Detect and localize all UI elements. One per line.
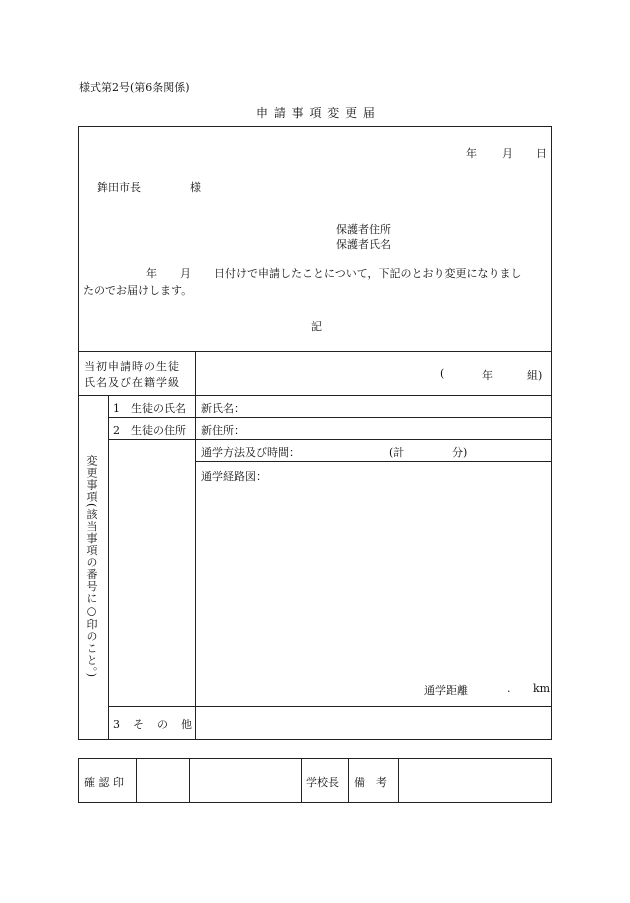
date-year: 年 [466,147,477,160]
commute-total-close: 分) [452,446,468,459]
form-title: 申 請 事 項 変 更 届 [256,106,376,120]
item2-label: 2 生徒の住所 [113,424,186,437]
divider [398,758,399,803]
divider [136,758,137,803]
student-paren-open: ( [440,367,445,380]
item3-label: 3 そ の 他 [113,718,193,731]
divider [301,758,302,803]
student-class: 組) [527,369,543,382]
student-label-line1: 当初申請時の生徒 [84,360,180,373]
changes-vertical-label: 変更事項(該当事項の番号に○印のこと。) [85,455,98,679]
divider [108,395,109,740]
distance-label: 通学距離 [424,684,468,697]
commute-map-label[interactable]: 通学経路図： [201,470,267,483]
student-year: 年 [482,369,493,382]
guardian-name-label: 保護者氏名 [336,238,391,251]
remarks-label: 備 考 [354,776,387,789]
ki-label: 記 [311,320,322,333]
addressee-honorific: 様 [190,181,201,194]
body-text-line2: たのでお届けします。 [83,284,193,297]
divider [108,439,552,440]
divider [108,706,552,707]
divider [189,758,190,803]
item2-field[interactable]: 新住所： [201,424,245,437]
divider [195,351,196,740]
addressee-name: 鉾田市長 [97,181,141,194]
commute-method-label[interactable]: 通学方法及び時間： [201,446,300,459]
body-text-line1: 日付けで申請したことについて，下記のとおり変更になりまし [214,267,522,280]
divider [348,758,349,803]
body-month: 月 [180,267,191,280]
principal-label: 学校長 [306,776,339,789]
date-day: 日 [536,147,547,160]
divider [78,351,552,352]
date-month: 月 [502,147,513,160]
distance-unit: km [533,682,551,695]
divider [78,395,552,396]
divider [108,417,552,418]
confirm-label: 確 認 印 [84,776,124,789]
commute-total-open: (計 [389,446,405,459]
student-label-line2: 氏名及び在籍学級 [84,376,180,389]
distance-dot: . [507,682,511,695]
guardian-address-label: 保護者住所 [336,223,391,236]
form-number: 様式第2号(第6条関係) [79,81,190,94]
divider [195,461,552,462]
item1-label: 1 生徒の氏名 [113,402,186,415]
item1-field[interactable]: 新氏名： [201,402,245,415]
body-year: 年 [146,267,157,280]
